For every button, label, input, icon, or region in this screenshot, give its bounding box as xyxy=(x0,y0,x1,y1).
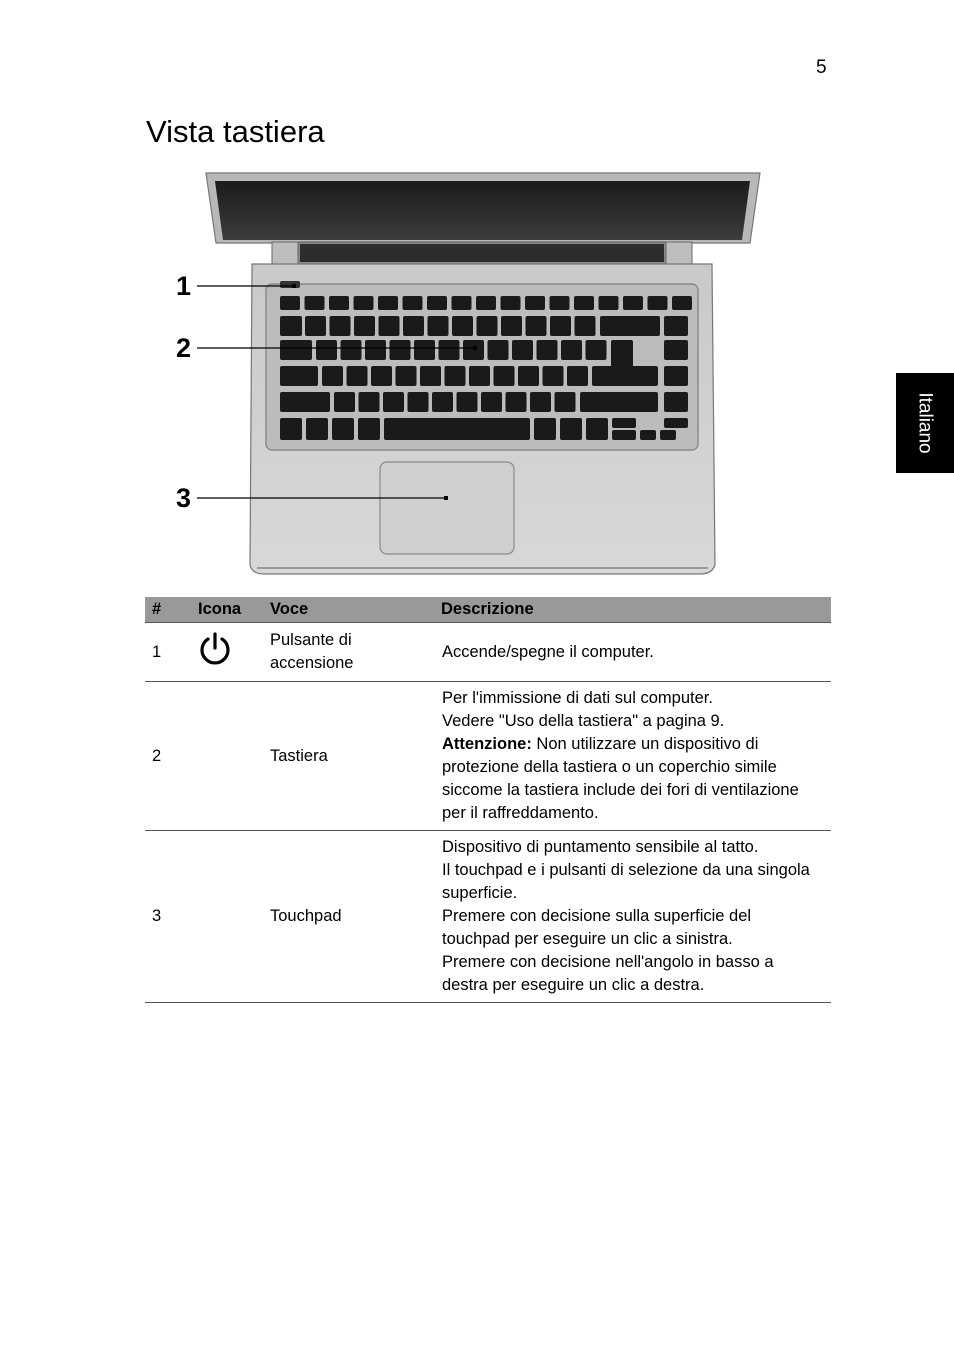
keyboard-key xyxy=(506,392,527,412)
hinge xyxy=(272,242,692,264)
icon-cell xyxy=(198,623,270,682)
keyboard-key xyxy=(347,366,368,386)
keyboard-key xyxy=(354,296,374,310)
row-item: Touchpad xyxy=(270,831,441,1003)
keyboard-key xyxy=(384,418,530,440)
callout-2: 2 xyxy=(176,333,192,363)
keyboard-key xyxy=(403,316,424,336)
icon-cell xyxy=(198,831,270,1003)
warning-label: Attenzione: xyxy=(442,735,532,753)
keyboard-key xyxy=(518,366,539,386)
components-table xyxy=(145,597,831,1003)
keyboard-key xyxy=(305,316,326,336)
language-label: Italiano xyxy=(915,392,936,454)
row-description xyxy=(441,682,831,831)
row-item: Tastiera xyxy=(270,682,441,831)
description-line: Dispositivo di puntamento sensibile al tatto. xyxy=(442,838,759,856)
keyboard-key xyxy=(600,316,660,336)
keyboard-key xyxy=(439,340,460,360)
description-line: Per l'immissione di dati sul computer. xyxy=(442,689,713,707)
keyboard-key xyxy=(574,296,594,310)
keyboard-key xyxy=(341,340,362,360)
keyboard-key xyxy=(555,392,576,412)
keyboard-key xyxy=(501,296,521,310)
keyboard-key xyxy=(612,430,636,440)
keyboard-key xyxy=(672,296,692,310)
keyboard-key xyxy=(334,392,355,412)
keyboard-key xyxy=(280,296,300,310)
row-number: 3 xyxy=(145,831,198,1003)
keyboard-key xyxy=(330,316,351,336)
keyboard-key xyxy=(537,340,558,360)
keyboard-key xyxy=(488,340,509,360)
keyboard-key xyxy=(414,340,435,360)
keyboard-key xyxy=(329,296,349,310)
keyboard-key xyxy=(432,392,453,412)
keyboard-key xyxy=(322,366,343,386)
keyboard-key xyxy=(280,418,302,440)
keyboard xyxy=(266,281,698,450)
power-icon xyxy=(198,631,232,667)
keyboard-key xyxy=(332,418,354,440)
header-icon: Icona xyxy=(198,597,270,623)
power-button-shape xyxy=(280,281,300,288)
description-line: Premere con decisione nell'angolo in basso a destra per eseguire un clic a destra. xyxy=(442,953,774,994)
page-number: 5 xyxy=(816,57,827,78)
row-number: 2 xyxy=(145,682,198,831)
keyboard-key xyxy=(280,366,318,386)
keyboard-key xyxy=(623,296,643,310)
keyboard-key xyxy=(477,316,498,336)
keyboard-key xyxy=(586,418,608,440)
keyboard-key xyxy=(365,340,386,360)
keyboard-key xyxy=(534,418,556,440)
callout-3: 3 xyxy=(176,483,192,513)
keyboard-key xyxy=(280,340,312,360)
keyboard-key xyxy=(445,366,466,386)
keyboard-key xyxy=(390,340,411,360)
description-line: Premere con decisione sulla superficie del touchpad per eseguire un clic a sinistra. xyxy=(442,907,752,948)
keyboard-key xyxy=(403,296,423,310)
description-line: Accende/spegne il computer. xyxy=(442,642,654,661)
laptop-figure xyxy=(160,160,800,590)
keyboard-key xyxy=(305,296,325,310)
keyboard-key xyxy=(648,296,668,310)
description-line: Vedere "Uso della tastiera" a pagina 9. xyxy=(442,712,725,730)
laptop-illustration xyxy=(160,160,800,590)
keyboard-key xyxy=(599,296,619,310)
keyboard-key xyxy=(306,418,328,440)
keyboard-key xyxy=(379,316,400,336)
keyboard-key xyxy=(427,296,447,310)
keyboard-key xyxy=(592,366,658,386)
keyboard-key xyxy=(664,366,688,386)
page-title: Vista tastiera xyxy=(146,114,325,149)
table-row xyxy=(145,623,831,682)
keyboard-key xyxy=(378,296,398,310)
keyboard-key xyxy=(481,392,502,412)
keyboard-key xyxy=(561,340,582,360)
keyboard-key xyxy=(476,296,496,310)
keyboard-key xyxy=(469,366,490,386)
keyboard-key xyxy=(525,296,545,310)
keyboard-key xyxy=(359,392,380,412)
table-row xyxy=(145,682,831,831)
keyboard-key xyxy=(567,366,588,386)
keyboard-key xyxy=(452,296,472,310)
table-header-row xyxy=(145,597,831,623)
callout-1: 1 xyxy=(176,271,192,301)
keyboard-key xyxy=(280,316,302,336)
language-side-tab xyxy=(896,373,954,473)
warning-paragraph xyxy=(442,733,823,825)
keyboard-key xyxy=(660,430,676,440)
keyboard-key xyxy=(494,366,515,386)
table-row xyxy=(145,831,831,1003)
keyboard-key xyxy=(664,316,688,336)
keyboard-key xyxy=(560,418,582,440)
keyboard-key xyxy=(526,316,547,336)
keyboard-key xyxy=(550,316,571,336)
keyboard-key xyxy=(530,392,551,412)
keyboard-key xyxy=(280,392,330,412)
keyboard-key xyxy=(501,316,522,336)
header-item: Voce xyxy=(270,597,441,623)
keyboard-key xyxy=(408,392,429,412)
warning-text: Non utilizzare un dispositivo di protezione della tastiera o un coperchio simile siccome la tastiera include dei fori di ventilazione per il raffreddamento. xyxy=(442,735,799,822)
header-number: # xyxy=(145,597,198,623)
row-item: Pulsante di accensione xyxy=(270,623,441,682)
touchpad xyxy=(380,462,514,554)
keyboard-key xyxy=(396,366,417,386)
keyboard-key xyxy=(664,340,688,360)
keyboard-key xyxy=(543,366,564,386)
keyboard-key xyxy=(452,316,473,336)
keyboard-key xyxy=(428,316,449,336)
keyboard-key xyxy=(358,418,380,440)
keyboard-key xyxy=(457,392,478,412)
description-line: Il touchpad e i pulsanti di selezione da una singola superficie. xyxy=(442,861,810,902)
laptop-lid xyxy=(206,173,760,243)
keyboard-key xyxy=(550,296,570,310)
keyboard-key xyxy=(354,316,375,336)
keyboard-key xyxy=(640,430,656,440)
keyboard-key xyxy=(664,418,688,428)
icon-cell xyxy=(198,682,270,831)
keyboard-key xyxy=(586,340,607,360)
keyboard-key xyxy=(664,392,688,412)
header-description: Descrizione xyxy=(441,597,831,623)
keyboard-key xyxy=(420,366,441,386)
keyboard-key xyxy=(383,392,404,412)
keyboard-key xyxy=(371,366,392,386)
keyboard-key xyxy=(512,340,533,360)
key-grid xyxy=(280,296,692,440)
keyboard-key xyxy=(580,392,658,412)
keyboard-key xyxy=(612,418,636,428)
keyboard-key xyxy=(316,340,337,360)
keyboard-key xyxy=(575,316,596,336)
row-description xyxy=(441,831,831,1003)
row-description xyxy=(441,623,831,682)
row-number: 1 xyxy=(145,623,198,682)
